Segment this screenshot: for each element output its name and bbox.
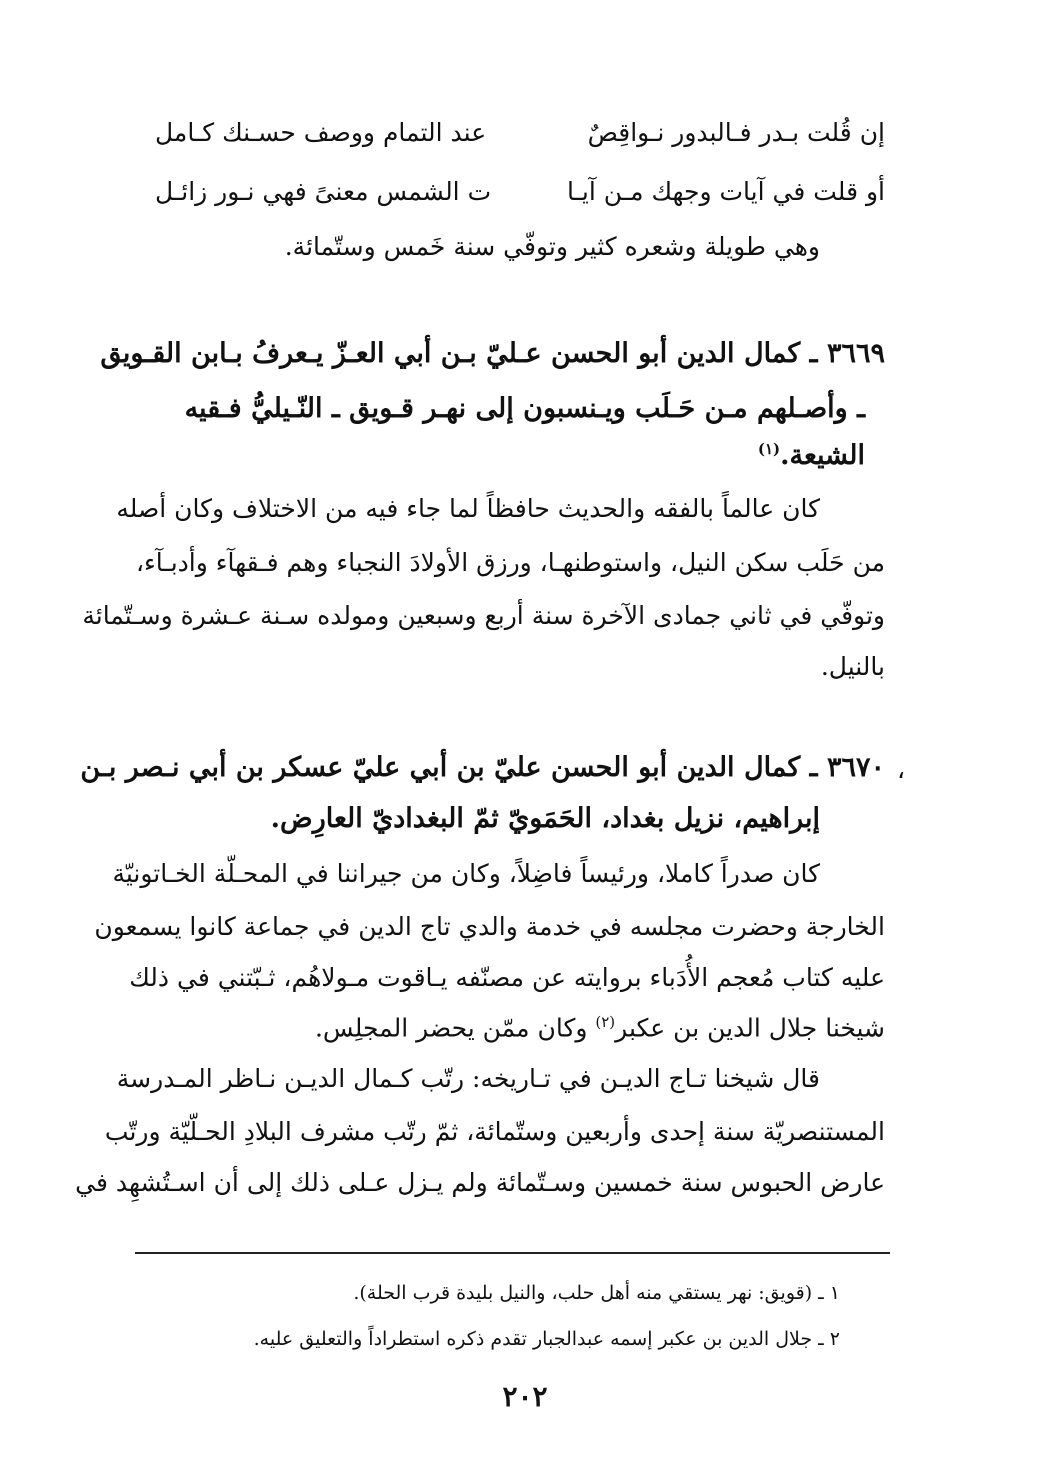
entry-3669-heading-tail: الشيعة. <box>780 440 865 471</box>
entry-3669-body-line-2: من حَلَب سكن النيل، واستوطنهـا، ورزق الأولادَ النجباء وهم فـقهآء وأدبـآء، <box>135 548 885 577</box>
verse-2-second-hemistich: ت الشمس معنىً فهي نـور زائـل <box>155 177 492 206</box>
footnote-2: ٢ ـ جلال الدين بن عكبر إسمه عبدالجبار تقدم ذكره استطراداً والتعليق عليه. <box>253 1328 840 1350</box>
entry-3670-para2-line-3: عارض الحبوس سنة خمسين وسـتّمائة ولم يـزل عـلى ذلك إلى أن اسـتُشهِد في <box>75 1168 885 1197</box>
footnote-ref-1[interactable]: (١) <box>757 440 781 458</box>
verse-row-2 <box>155 177 885 227</box>
verse-row-1 <box>155 118 885 168</box>
entry-3670-para1-line-2: الخارجة وحضرت مجلسه في خدمة والدي تاج الدين في جماعة كانوا يسمعون <box>94 912 885 941</box>
footnote-ref-2[interactable]: (٢) <box>595 1013 616 1031</box>
footnote-1: ١ ـ (قويق: نهر يستقي منه أهل حلب، والنيل بليدة قرب الحلة). <box>353 1282 840 1304</box>
entry-3670-para1-line-4-tail: وكان ممّن يحضر المجلِس. <box>314 1013 596 1043</box>
footnote-separator <box>135 1252 890 1254</box>
entry-3670-heading-line-1: ٣٦٧٠ ـ كمال الدين أبو الحسن عليّ بن أبي عليّ عسكر بن أبي نـصر بـن <box>80 752 885 783</box>
entry-3669-heading-line-2: ـ وأصـلهم مـن حَـلَب ويـنسبون إلى نهـر قـويق ـ النّـيليُّ فـقيه <box>184 393 865 424</box>
entry-3669-body-line-1: كان عالماً بالفقه والحديث حافظاً لما جاء فيه من الاختلاف وكان أصله <box>116 494 820 523</box>
entry-3670-heading-line-2: إبراهيم، نزيل بغداد، الحَمَويّ ثمّ البغداديّ العارِض. <box>270 803 820 834</box>
entry-3670-para2-line-2: المستنصريّة سنة إحدى وأربعين وستّمائة، ثمّ رتّب مشرف البلادِ الحـلّيّة ورتّب <box>104 1117 885 1146</box>
entry-3670-para1-line-4 <box>125 1013 885 1042</box>
entry-3670-para1-line-4-text: شيخنا جلال الدين بن عكبر <box>615 1013 885 1043</box>
poem-closing-line: وهي طويلة وشعره كثير وتوفّي سنة خَمس وستّمائة. <box>284 232 820 261</box>
margin-mark: ، <box>897 755 906 784</box>
entry-3669-body-line-3: وتوفّي في ثاني جمادى الآخرة سنة أربع وسبعين ومولده سـنة عـشرة وسـتّمائة <box>82 601 885 630</box>
entry-3669-body-line-4: بالنيل. <box>820 652 885 681</box>
entry-3670-para2-line-1: قال شيخنا تـاج الديـن في تـاريخه: رتّب كـمال الديـن نـاظر المـدرسة <box>116 1064 820 1093</box>
verse-2-first-hemistich: أو قلت في آيات وجهك مـن آيـا <box>566 177 885 206</box>
entry-3669-heading-line-3 <box>105 440 865 471</box>
verse-1-first-hemistich: إن قُلت بـدر فـالبدور نـواقِصٌ <box>587 118 885 147</box>
entry-3669-heading-line-1: ٣٦٦٩ ـ كمال الدين أبو الحسن عـليّ بـن أبي العـزّ يـعرفُ بـابن القـويق <box>100 338 885 369</box>
page-number: ٢٠٢ <box>502 1380 548 1413</box>
entry-3670-para1-line-1: كان صدراً كاملا، ورئيساً فاضِلاً، وكان من جيراننا في المحـلّة الخـاتونيّة <box>112 859 820 888</box>
entry-3670-para1-line-3: عليه كتاب مُعجم الأُدَباء بروايته عن مصنّفه يـاقوت مـولاهُم، ثـبّتني في ذلك <box>129 963 885 992</box>
verse-1-second-hemistich: عند التمام ووصف حسـنك كـامل <box>155 118 487 147</box>
